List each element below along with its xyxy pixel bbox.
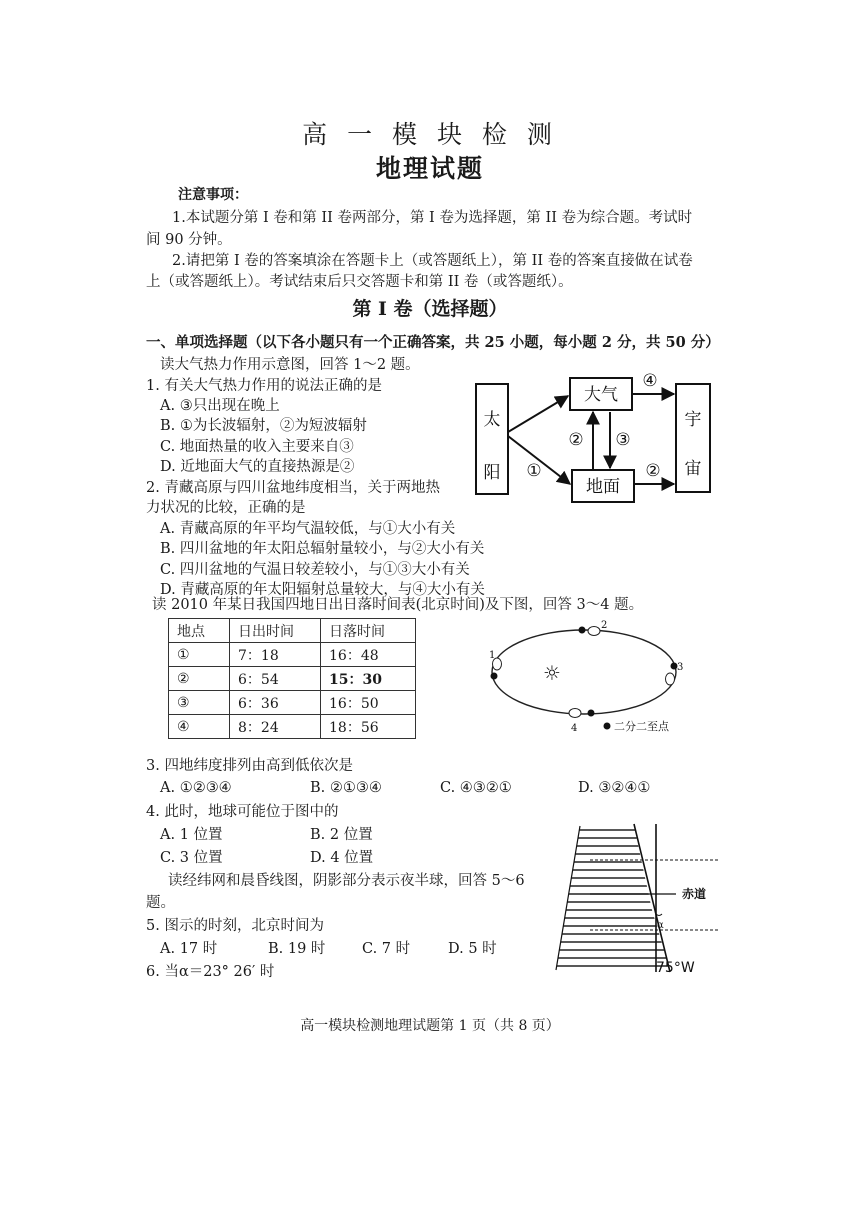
q4-option-a: A. 1 位置 <box>160 827 223 843</box>
q4-option-d: D. 4 位置 <box>310 850 374 866</box>
q2-stem-2: 力状况的比较，正确的是 <box>146 500 306 516</box>
intro-q5-6-line2: 题。 <box>146 895 175 911</box>
terminator-diagram <box>552 822 728 974</box>
table-cell: 16：48 <box>321 643 416 667</box>
legend-dot <box>604 723 611 730</box>
table-cell: 6：36 <box>230 691 321 715</box>
notice-line-2: 间 90 分钟。 <box>146 232 232 248</box>
q3-option-c: C. ④③②① <box>440 780 512 796</box>
q3-option-b: B. ②①③④ <box>310 780 382 796</box>
q4-option-b: B. 2 位置 <box>310 827 373 843</box>
q5-stem: 5. 图示的时刻，北京时间为 <box>146 918 324 934</box>
table-cell: 7：18 <box>230 643 321 667</box>
part1-intro: 读大气热力作用示意图，回答 1～2 题。 <box>160 357 420 373</box>
exam-subtitle: 地理试题 <box>375 154 484 183</box>
arrow-label-4: ④ <box>642 371 658 391</box>
q2-option-a: A. 青藏高原的年平均气温较低，与①大小有关 <box>160 521 456 537</box>
alpha-label: α <box>657 920 664 931</box>
table-row <box>169 643 416 667</box>
earth-orbit-diagram <box>480 616 710 740</box>
q6-stem: 6. 当α＝23° 26′ 时 <box>146 964 275 980</box>
q2-stem-1: 2. 青藏高原与四川盆地纬度相当，关于两地热 <box>146 480 440 496</box>
table-header: 日落时间 <box>321 619 416 643</box>
sunrise-sunset-table <box>168 618 416 739</box>
q5-option-d: D. 5 时 <box>448 941 497 957</box>
atmosphere-heating-diagram <box>468 370 728 510</box>
position-4-earth <box>569 709 581 718</box>
table-cell: ③ <box>169 691 230 715</box>
q2-option-d: D. 青藏高原的年太阳辐射总量较大，与④大小有关 <box>160 582 485 598</box>
position-label-3: 3 <box>677 662 684 673</box>
arrow-label-2: ② <box>568 430 584 450</box>
notice-line-4: 上（或答题纸上）。考试结束后只交答题卡和第 II 卷（或答题纸）。 <box>146 274 573 290</box>
arrow-label-2b: ② <box>645 461 661 481</box>
notice-line-3: 2.请把第 I 卷的答案填涂在答题卡上（或答题纸上），第 II 卷的答案直接做在试卷 <box>172 253 693 269</box>
q2-option-c: C. 四川盆地的气温日较差较小，与①③大小有关 <box>160 562 470 578</box>
equator-label: 赤道 <box>682 887 707 901</box>
atmosphere-label: 大气 <box>584 385 618 405</box>
sun-label-1: 太 <box>483 410 501 430</box>
table-row <box>169 691 416 715</box>
table-cell: ① <box>169 643 230 667</box>
table-cell: 6：54 <box>230 667 321 691</box>
q3-option-a: A. ①②③④ <box>160 780 232 796</box>
notice-line-1: 1.本试题分第 I 卷和第 II 卷两部分，第 I 卷为选择题，第 II 卷为综合题。考试时 <box>172 210 693 226</box>
page-footer: 高一模块检测地理试题第 1 页（共 8 页） <box>300 1018 560 1034</box>
q3-stem: 3. 四地纬度排列由高到低依次是 <box>146 758 353 774</box>
q4-option-c: C. 3 位置 <box>160 850 223 866</box>
arrow-sun-to-atmosphere <box>508 396 568 432</box>
q5-option-a: A. 17 时 <box>160 941 218 957</box>
orbit-ellipse <box>492 630 676 714</box>
position-label-2: 2 <box>601 620 608 631</box>
part1-heading: 一、单项选择题（以下各小题只有一个正确答案，共 25 小题，每小题 2 分，共 50 分） <box>146 334 720 351</box>
arrow-label-1: ① <box>526 461 542 481</box>
table-cell: ④ <box>169 715 230 739</box>
q5-option-c: C. 7 时 <box>362 941 411 957</box>
solstice-point <box>579 627 586 634</box>
alpha-angle-arc <box>656 914 662 916</box>
exam-title: 高 一 模 块 检 测 <box>302 120 558 149</box>
q4-stem: 4. 此时，地球可能位于图中的 <box>146 804 339 820</box>
space-label-1: 宇 <box>684 410 702 430</box>
sun-icon: ☼ <box>543 661 561 685</box>
table-cell: 18：56 <box>321 715 416 739</box>
position-2-earth <box>588 627 600 636</box>
longitude-label: 75°W <box>656 960 695 974</box>
position-3-earth <box>666 673 675 685</box>
table-row <box>169 667 416 691</box>
solstice-point <box>491 673 498 680</box>
table-row <box>169 715 416 739</box>
table-cell: ② <box>169 667 230 691</box>
solstice-point <box>588 710 595 717</box>
q3-option-d: D. ③②④① <box>578 780 651 796</box>
ground-label: 地面 <box>586 477 620 497</box>
notice-heading: 注意事项： <box>178 187 248 203</box>
table-header: 地点 <box>169 619 230 643</box>
space-label-2: 宙 <box>684 459 702 479</box>
q1-option-c: C. 地面热量的收入主要来自③ <box>160 439 354 455</box>
table-cell: 8：24 <box>230 715 321 739</box>
table-header: 日出时间 <box>230 619 321 643</box>
position-label-4: 4 <box>571 723 578 734</box>
table-cell: 16：50 <box>321 691 416 715</box>
arrow-label-3: ③ <box>615 430 631 450</box>
q1-option-b: B. ①为长波辐射，②为短波辐射 <box>160 418 367 434</box>
legend-label: 二分二至点 <box>614 720 669 733</box>
intro-q3-4: 读 2010 年某日我国四地日出日落时间表(北京时间)及下图，回答 3～4 题。 <box>152 597 644 613</box>
table-header-row <box>169 619 416 643</box>
q1-option-d: D. 近地面大气的直接热源是② <box>160 459 355 475</box>
sun-label-2: 阳 <box>483 463 501 483</box>
section-title: 第 I 卷（选择题） <box>352 298 508 320</box>
q5-option-b: B. 19 时 <box>268 941 326 957</box>
q1-stem: 1. 有关大气热力作用的说法正确的是 <box>146 378 382 394</box>
position-label-1: 1 <box>489 650 496 661</box>
intro-q5-6-line1: 读经纬网和晨昏线图，阴影部分表示夜半球，回答 5～6 <box>168 873 525 889</box>
q1-option-a: A. ③只出现在晚上 <box>160 398 280 414</box>
q2-option-b: B. 四川盆地的年太阳总辐射量较小，与②大小有关 <box>160 541 485 557</box>
table-cell: 15：30 <box>321 667 416 691</box>
